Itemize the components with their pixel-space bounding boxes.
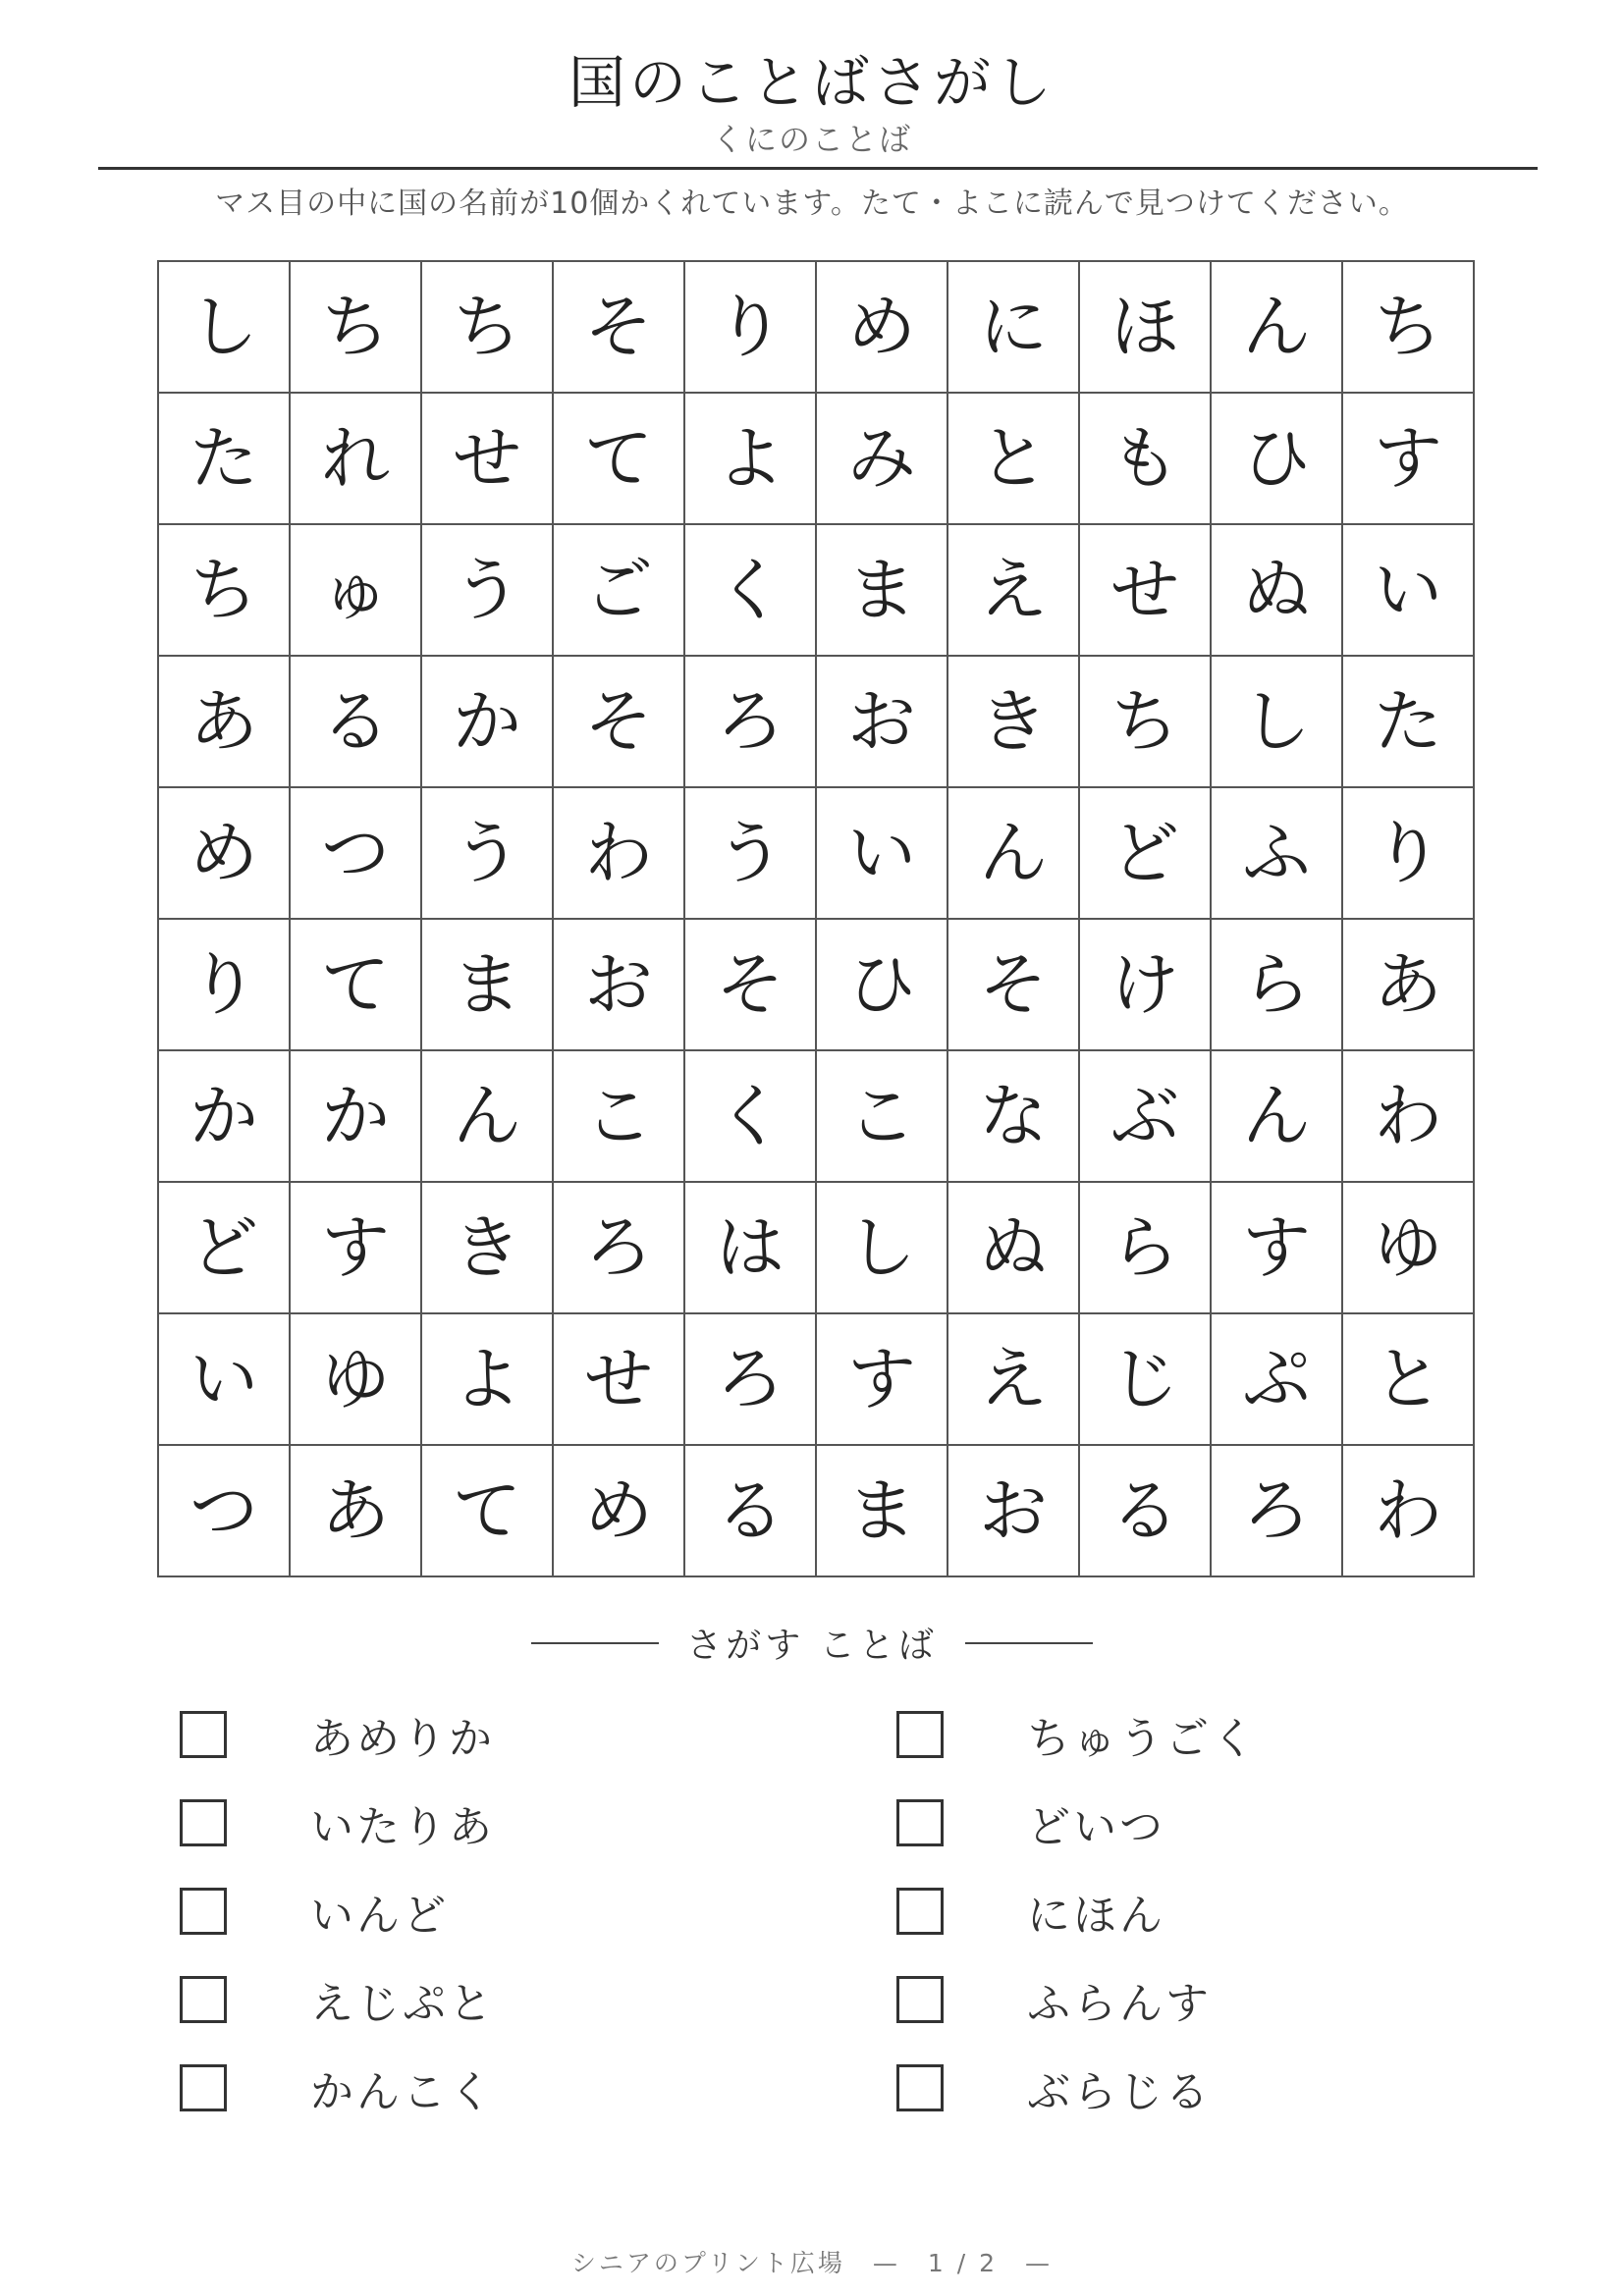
grid-cell[interactable]: て xyxy=(554,394,685,525)
grid-cell[interactable]: ぷ xyxy=(1212,1314,1343,1446)
grid-cell[interactable]: ち xyxy=(1343,262,1475,394)
grid-cell[interactable]: ち xyxy=(422,262,554,394)
grid-cell[interactable]: そ xyxy=(554,657,685,788)
grid-cell[interactable]: か xyxy=(291,1051,422,1183)
grid-cell[interactable]: ぬ xyxy=(1212,525,1343,657)
grid-cell[interactable]: ひ xyxy=(817,920,948,1051)
word-item xyxy=(896,1885,1613,1941)
grid-cell[interactable]: ゆ xyxy=(1343,1183,1475,1314)
grid-cell[interactable]: ぶ xyxy=(1080,1051,1212,1183)
grid-cell[interactable]: そ xyxy=(554,262,685,394)
grid-cell[interactable]: る xyxy=(291,657,422,788)
grid-cell[interactable]: な xyxy=(948,1051,1080,1183)
grid-cell[interactable]: え xyxy=(948,525,1080,657)
word-item xyxy=(180,2061,896,2117)
grid-cell[interactable]: く xyxy=(685,525,817,657)
grid-cell[interactable]: ろ xyxy=(685,1314,817,1446)
word-list xyxy=(180,1708,1613,2150)
grid-cell[interactable]: ま xyxy=(817,525,948,657)
word-checkbox[interactable] xyxy=(896,1976,944,2023)
word-checkbox[interactable] xyxy=(180,1888,227,1935)
grid-cell[interactable]: し xyxy=(817,1183,948,1314)
grid-cell[interactable]: ん xyxy=(948,788,1080,920)
word-item xyxy=(180,1708,896,1764)
word-item xyxy=(896,1796,1613,1852)
grid-cell[interactable]: ら xyxy=(1212,920,1343,1051)
grid-cell[interactable]: ど xyxy=(1080,788,1212,920)
grid-cell[interactable]: ら xyxy=(1080,1183,1212,1314)
word-label: ぶらじる xyxy=(1027,2067,1212,2117)
grid-cell[interactable]: れ xyxy=(291,394,422,525)
grid-cell[interactable]: み xyxy=(817,394,948,525)
grid-cell[interactable]: り xyxy=(159,920,291,1051)
grid-cell[interactable]: ご xyxy=(554,525,685,657)
word-item xyxy=(896,1708,1613,1764)
grid-cell[interactable]: ゅ xyxy=(291,525,422,657)
grid-cell[interactable]: せ xyxy=(554,1314,685,1446)
word-list-heading-text: さがす ことば xyxy=(686,1626,938,1666)
grid-cell[interactable]: ち xyxy=(1080,657,1212,788)
word-label: いんど xyxy=(310,1891,449,1941)
grid-cell[interactable]: め xyxy=(554,1446,685,1577)
grid-cell[interactable]: き xyxy=(948,657,1080,788)
grid-cell[interactable]: め xyxy=(817,262,948,394)
grid-cell[interactable]: す xyxy=(291,1183,422,1314)
grid-cell[interactable]: ほ xyxy=(1080,262,1212,394)
word-checkbox[interactable] xyxy=(896,1711,944,1758)
grid-cell[interactable]: ぬ xyxy=(948,1183,1080,1314)
word-label: ふらんす xyxy=(1027,1979,1212,2029)
grid-cell[interactable]: あ xyxy=(1343,920,1475,1051)
grid-cell[interactable]: そ xyxy=(685,920,817,1051)
grid-cell[interactable]: ま xyxy=(422,920,554,1051)
word-item xyxy=(180,1973,896,2029)
grid-cell[interactable]: ま xyxy=(817,1446,948,1577)
grid-cell[interactable]: お xyxy=(554,920,685,1051)
title-divider xyxy=(98,167,1538,170)
grid-cell[interactable]: ゆ xyxy=(291,1314,422,1446)
grid-cell[interactable]: ち xyxy=(291,262,422,394)
grid-cell[interactable]: そ xyxy=(948,920,1080,1051)
grid-cell[interactable]: め xyxy=(159,788,291,920)
word-label: どいつ xyxy=(1027,1802,1165,1852)
grid-cell[interactable]: じ xyxy=(1080,1314,1212,1446)
grid-cell[interactable]: す xyxy=(1343,394,1475,525)
grid-cell[interactable]: す xyxy=(1212,1183,1343,1314)
page-title: 国のことばさがし xyxy=(568,49,1056,116)
heading-line-right xyxy=(965,1642,1093,1644)
word-checkbox[interactable] xyxy=(896,1799,944,1846)
grid-cell[interactable]: く xyxy=(685,1051,817,1183)
grid-cell[interactable]: せ xyxy=(422,394,554,525)
grid-cell[interactable]: き xyxy=(422,1183,554,1314)
word-label: にほん xyxy=(1027,1891,1165,1941)
word-item xyxy=(180,1796,896,1852)
grid-cell[interactable]: う xyxy=(685,788,817,920)
instructions: マス目の中に国の名前が10個かくれています。たて・よこに読んで見つけてください。 xyxy=(215,187,1409,221)
grid-cell[interactable]: つ xyxy=(159,1446,291,1577)
grid-cell[interactable]: に xyxy=(948,262,1080,394)
word-list-heading xyxy=(0,1618,1624,1668)
grid-cell[interactable]: ろ xyxy=(1212,1446,1343,1577)
word-checkbox[interactable] xyxy=(180,1799,227,1846)
grid-cell[interactable]: ち xyxy=(159,525,291,657)
grid-cell[interactable]: ろ xyxy=(554,1183,685,1314)
grid-cell[interactable]: う xyxy=(422,525,554,657)
grid-cell[interactable]: て xyxy=(291,920,422,1051)
grid-cell[interactable]: と xyxy=(948,394,1080,525)
grid-cell[interactable]: わ xyxy=(554,788,685,920)
heading-line-left xyxy=(531,1642,659,1644)
word-label: かんこく xyxy=(310,2067,495,2117)
grid-cell[interactable]: し xyxy=(159,262,291,394)
grid-cell[interactable]: た xyxy=(1343,657,1475,788)
page-footer: シニアのプリント広場 — 1 / 2 — xyxy=(570,2249,1054,2277)
grid-cell[interactable]: ひ xyxy=(1212,394,1343,525)
grid-cell[interactable]: わ xyxy=(1343,1446,1475,1577)
word-label: あめりか xyxy=(310,1714,495,1764)
grid-cell[interactable]: つ xyxy=(291,788,422,920)
grid-cell[interactable]: も xyxy=(1080,394,1212,525)
grid-cell[interactable]: い xyxy=(817,788,948,920)
grid-cell[interactable]: た xyxy=(159,394,291,525)
word-item xyxy=(180,1885,896,1941)
grid-cell[interactable]: よ xyxy=(422,1314,554,1446)
grid-cell[interactable]: ん xyxy=(1212,262,1343,394)
word-label: いたりあ xyxy=(310,1802,495,1852)
word-checkbox[interactable] xyxy=(896,1888,944,1935)
grid-cell[interactable]: お xyxy=(817,657,948,788)
grid-cell[interactable]: は xyxy=(685,1183,817,1314)
grid-cell[interactable]: し xyxy=(1212,657,1343,788)
word-checkbox[interactable] xyxy=(180,2064,227,2111)
grid-cell[interactable]: い xyxy=(1343,525,1475,657)
grid-cell[interactable]: こ xyxy=(817,1051,948,1183)
grid-cell[interactable]: お xyxy=(948,1446,1080,1577)
grid-cell[interactable]: よ xyxy=(685,394,817,525)
grid-cell[interactable]: い xyxy=(159,1314,291,1446)
word-item xyxy=(896,2061,1613,2117)
grid-cell[interactable]: か xyxy=(159,1051,291,1183)
word-checkbox[interactable] xyxy=(896,2064,944,2111)
grid-cell[interactable]: て xyxy=(422,1446,554,1577)
grid-cell[interactable]: る xyxy=(1080,1446,1212,1577)
grid-cell[interactable]: う xyxy=(422,788,554,920)
grid-cell[interactable]: り xyxy=(685,262,817,394)
grid-cell[interactable]: と xyxy=(1343,1314,1475,1446)
grid-cell[interactable]: え xyxy=(948,1314,1080,1446)
grid-cell[interactable]: わ xyxy=(1343,1051,1475,1183)
grid-cell[interactable]: り xyxy=(1343,788,1475,920)
word-search-grid xyxy=(157,260,1475,1577)
word-label: えじぷと xyxy=(310,1979,495,2029)
grid-cell[interactable]: ろ xyxy=(685,657,817,788)
word-checkbox[interactable] xyxy=(180,1976,227,2023)
word-item xyxy=(896,1973,1613,2029)
grid-cell[interactable]: ふ xyxy=(1212,788,1343,920)
grid-cell[interactable]: ん xyxy=(1212,1051,1343,1183)
grid-cell[interactable]: こ xyxy=(554,1051,685,1183)
grid-cell[interactable]: け xyxy=(1080,920,1212,1051)
word-label: ちゅうごく xyxy=(1027,1714,1258,1764)
page-subtitle: くにのことば xyxy=(711,121,912,158)
grid-cell[interactable]: す xyxy=(817,1314,948,1446)
grid-cell[interactable]: ど xyxy=(159,1183,291,1314)
grid-cell[interactable]: せ xyxy=(1080,525,1212,657)
grid-cell[interactable]: る xyxy=(685,1446,817,1577)
grid-cell[interactable]: か xyxy=(422,657,554,788)
grid-cell[interactable]: あ xyxy=(159,657,291,788)
grid-cell[interactable]: ん xyxy=(422,1051,554,1183)
grid-cell[interactable]: あ xyxy=(291,1446,422,1577)
word-checkbox[interactable] xyxy=(180,1711,227,1758)
